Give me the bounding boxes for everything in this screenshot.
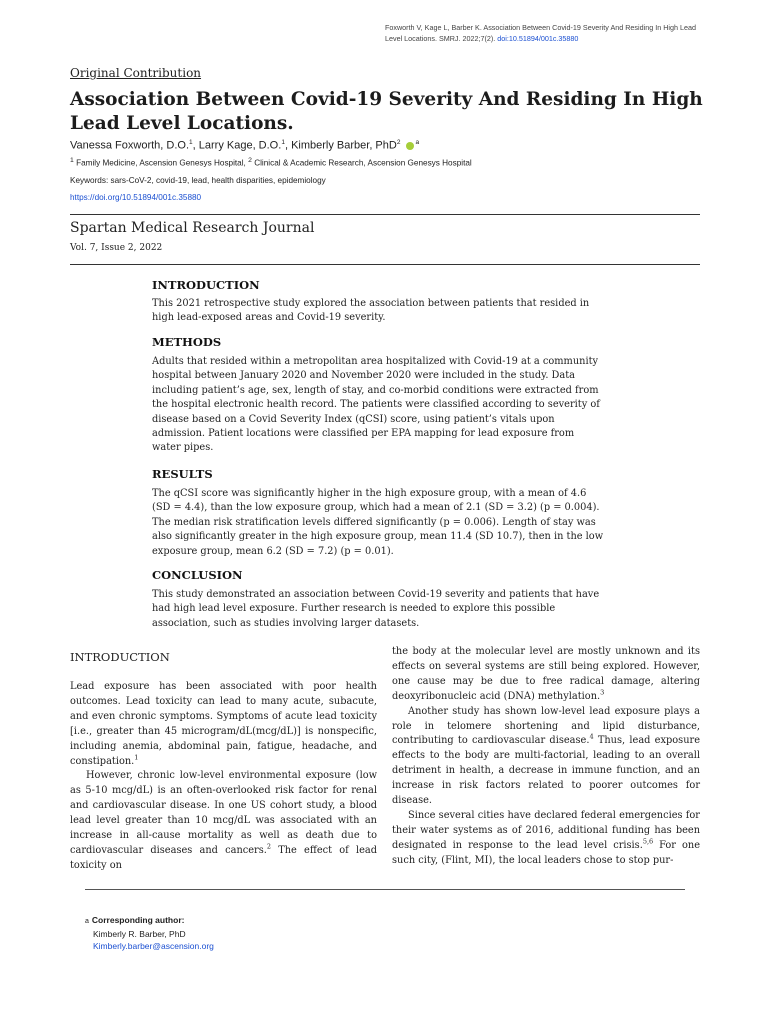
- affiliations: [70, 157, 472, 168]
- body-paragraph: [392, 809, 700, 869]
- author-kage: Larry Kage, D.O.: [198, 139, 282, 152]
- doi-line: [70, 193, 201, 202]
- abstract-line: had high lead level exposure. Further research is needed to explore this possible: [152, 603, 556, 615]
- citation-ref[interactable]: 5,6: [642, 837, 654, 846]
- paragraph-text: However, chronic low-level environmental exposure (low as 5-10 mcg/dL) is an often-overlooked risk factor for renal and cardiovascular disease. In one US cohort study, a blood lead level greater than 10 mcg/dL was associated with an increase in all-cause mortality as well as death due to cardiovascular diseases and cancers.: [70, 770, 377, 856]
- corresponding-author-footnote: [85, 914, 214, 952]
- footnote-name: Kimberly R. Barber, PhD: [93, 929, 186, 939]
- body-paragraph: [392, 645, 700, 705]
- running-head-doi-link[interactable]: doi:10.51894/001c.35880: [497, 34, 579, 43]
- article-type-label: Original Contribution: [70, 66, 202, 80]
- article-title: Association Between Covid-19 Severity And Residing In High Lead Level Locations.: [70, 89, 703, 134]
- abstract-line: water pipes.: [152, 442, 214, 454]
- abstract-intro-text: [152, 297, 620, 326]
- paragraph-text: the body at the molecular level are mostly unknown and its effects on several systems are still being explored. However, one cause may be due to free radical damage, altering deoxyribonucleic acid (DNA) methylation.: [392, 646, 700, 702]
- author-affil-sup: 2: [396, 139, 401, 146]
- abstract-intro-heading: INTRODUCTION: [152, 278, 260, 292]
- abstract-conclusion-text: [152, 588, 620, 631]
- paragraph-text: Since several cities have declared federal emergencies for their water systems as of 2016, additional funding has been designated in response to the lead level crisis.: [392, 809, 700, 851]
- footnote-marker: a: [85, 918, 89, 925]
- body-paragraph: [70, 680, 377, 769]
- abstract-results-heading: RESULTS: [152, 467, 213, 481]
- citation-ref[interactable]: 2: [266, 842, 272, 851]
- footnote-label: Corresponding author:: [91, 915, 185, 925]
- abstract-methods-heading: METHODS: [152, 335, 222, 349]
- abstract-line: This study demonstrated an association between Covid-19 severity and patients that have: [152, 589, 600, 600]
- author-affil-sup: 1: [189, 139, 193, 146]
- keywords: Keywords: sars-CoV-2, covid-19, lead, health disparities, epidemiology: [70, 176, 326, 185]
- orcid-icon[interactable]: [406, 142, 414, 150]
- author-affil-sup: 1: [281, 139, 285, 146]
- paragraph-text: Lead exposure has been associated with poor health outcomes. Lead toxicity can lead to many acute, subacute, and even chronic symptoms. Symptoms of acute lead toxicity [i.e., greater than 45 microgram/dL(mcg/dL)] is nonspecific, including anemia, abdominal pain, fatigue, headache, and constipation.: [70, 681, 377, 767]
- journal-name: Spartan Medical Research Journal: [70, 220, 315, 236]
- abstract-line: This 2021 retrospective study explored the association between patients that resided in: [152, 298, 590, 309]
- abstract-line: high lead-exposed areas and Covid-19 severity.: [152, 312, 386, 324]
- abstract-line: including patient’s age, sex, length of stay, and co-morbid conditions were extracted from: [152, 384, 599, 396]
- corresponding-mark: a: [415, 139, 420, 146]
- abstract-line: the hospital electronic health record. The patients were classified according to severity of: [152, 399, 600, 411]
- abstract-line: disease based on a Covid Severity Index (qCSI) score, using patient’s vitals upon: [152, 413, 555, 425]
- header-divider: [70, 214, 700, 215]
- abstract-line: The qCSI score was significantly higher in the high exposure group, with a mean of 4.6: [152, 488, 587, 499]
- paragraph-text: Another study has shown low-level lead exposure plays a role in telomere shortening and lipid disturbance, contributing to cardiovascular disease.: [392, 705, 700, 747]
- affil-number: 1: [70, 157, 74, 164]
- footnote-email-link[interactable]: Kimberly.barber@ascension.org: [93, 941, 214, 951]
- abstract-methods-text: [152, 355, 620, 456]
- abstract-line: association, such as studies involving larger datasets.: [152, 617, 420, 629]
- abstract-line: The median risk stratification levels differed significantly (p = 0.006). Length of stay was: [152, 516, 596, 528]
- affil-number: 2: [248, 157, 252, 164]
- abstract-line: admission. Patient locations were classified per EPA mapping for lead exposure from: [152, 428, 575, 440]
- body-paragraph: [70, 769, 377, 873]
- citation-ref[interactable]: 4: [589, 733, 594, 742]
- paragraph-text: For one such city, (Flint, MI), the local leaders chose to stop pur-: [392, 839, 700, 866]
- doi-link[interactable]: https://doi.org/10.51894/001c.35880: [70, 193, 202, 202]
- author-list: Vanessa Foxworth, D.O.$^1$, Larry Kage, D.O.$^1$, Kimberly Barber, PhD$^2$ $^a$: [70, 139, 420, 152]
- paragraph-text: The effect of lead toxicity on: [70, 844, 378, 871]
- abstract-results-text: [152, 487, 620, 559]
- citation-ref[interactable]: 3: [600, 688, 605, 697]
- affil-clinical-research: Clinical & Academic Research, Ascension Genesys Hospital: [254, 158, 472, 168]
- journal-volume: Vol. 7, Issue 2, 2022: [70, 243, 163, 253]
- affil-family-medicine: Family Medicine, Ascension Genesys Hospital,: [76, 158, 246, 168]
- body-paragraph: [392, 705, 700, 809]
- abstract-line: Adults that resided within a metropolitan area hospitalized with Covid-19 at a community: [152, 356, 599, 367]
- abstract-line: hospital between January 2020 and November 2020 were included in the study. Data: [152, 370, 576, 382]
- abstract-line: exposure group, mean 6.2 (SD = 7.2) (p = 0.01).: [152, 545, 394, 557]
- body-right-column: [392, 645, 700, 869]
- citation-text: Foxworth V, Kage L, Barber K. Association Between Covid-19 Severity And Residing In High Lead Level Locations. SMRJ. 2022;7(2).: [385, 23, 696, 43]
- body-intro-heading: INTRODUCTION: [70, 650, 170, 664]
- paragraph-text: Thus, lead exposure effects to the body are multi-factorial, leading to an overall detriment in health, a decrease in immune function, and an increase in risk factors related to poorer outcomes for disease.: [392, 735, 700, 807]
- author-foxworth: Vanessa Foxworth, D.O.: [70, 139, 190, 152]
- abstract-line: (SD = 4.4), than the low exposure group, which had a mean of 2.1 (SD = 3.2) (p = 0.004).: [152, 502, 600, 514]
- body-left-column: [70, 680, 377, 874]
- journal-divider: [70, 264, 700, 265]
- abstract-conclusion-heading: CONCLUSION: [152, 568, 243, 582]
- author-barber: Kimberly Barber, PhD: [291, 139, 397, 152]
- running-head: [385, 22, 705, 44]
- abstract-line: also significantly greater in the high exposure group, mean 11.4 (SD 10.7), then in the low: [152, 531, 604, 543]
- footnote-divider: [85, 889, 685, 890]
- citation-ref[interactable]: 1: [134, 753, 139, 762]
